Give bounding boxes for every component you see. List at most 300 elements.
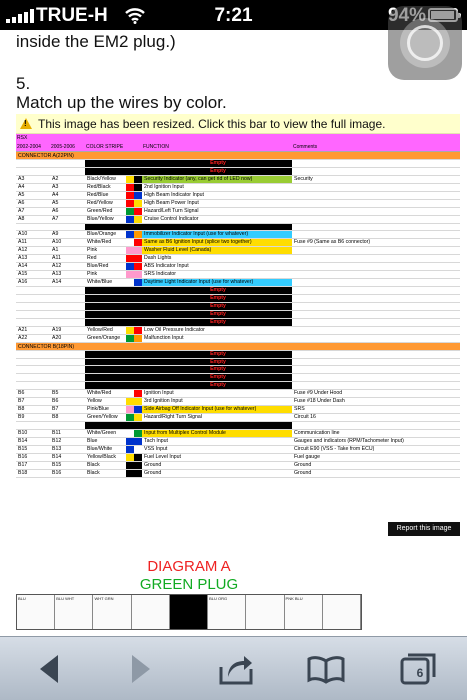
wire-function: Empty	[142, 382, 292, 389]
plug-pin: BLU	[17, 595, 55, 629]
wire-color-label	[85, 287, 126, 294]
table-row	[16, 311, 460, 319]
pin-2005-2006	[50, 366, 85, 373]
table-row	[16, 422, 460, 430]
wire-color-swatch-primary	[126, 374, 134, 381]
wire-comment: Ground	[294, 469, 312, 476]
table-top-label: RSX	[17, 135, 28, 141]
pin-2002-2004: A22	[18, 334, 28, 341]
wire-comment	[292, 168, 412, 175]
pin-2002-2004: A12	[18, 247, 28, 254]
wire-color-swatch-stripe	[134, 176, 142, 183]
wire-color-swatch-stripe	[134, 422, 142, 429]
table-row	[16, 414, 460, 422]
pin-2005-2006: B13	[52, 445, 62, 452]
wire-comment	[292, 271, 412, 278]
table-row	[16, 224, 460, 232]
wire-color-label: Green/Red	[87, 207, 113, 214]
pin-2005-2006: B11	[52, 429, 61, 436]
wire-color-swatch-stripe	[134, 224, 142, 231]
wire-function: High Beam Indicator Input	[144, 191, 204, 198]
pin-2005-2006: A19	[52, 326, 62, 333]
wiring-table-image[interactable]	[16, 134, 460, 478]
wire-color-label	[85, 295, 126, 302]
wire-color-swatch-primary	[126, 319, 134, 326]
wire-color-label	[85, 168, 126, 175]
pin-2005-2006	[50, 374, 85, 381]
table-row	[16, 406, 460, 414]
pin-2005-2006: A13	[52, 271, 62, 278]
wire-color-swatch-primary	[126, 239, 134, 246]
diagram-title: DIAGRAM A	[147, 558, 231, 575]
wire-color-swatch-stripe	[134, 216, 142, 223]
wire-color-swatch-primary	[126, 438, 134, 445]
wire-comment	[292, 231, 412, 238]
wire-comment	[292, 366, 412, 373]
wire-color-label	[85, 366, 126, 373]
wire-function: Empty	[142, 351, 292, 358]
table-row	[16, 176, 460, 184]
pin-2005-2006: A5	[52, 199, 59, 206]
wire-color-swatch-primary	[126, 470, 134, 477]
pin-2005-2006: B7	[52, 406, 59, 413]
report-image-button[interactable]: Report this image	[388, 522, 460, 536]
table-row	[16, 192, 460, 200]
pin-2002-2004: A8	[18, 215, 25, 222]
pin-2002-2004: A14	[18, 263, 28, 270]
wire-function: Ground	[144, 469, 162, 476]
wire-function: Fuel Level Input	[144, 453, 181, 460]
pin-2002-2004: A15	[18, 271, 28, 278]
pin-2002-2004: B14	[18, 437, 28, 444]
wire-color-label: Blue	[87, 437, 98, 444]
tabs-count: 6	[416, 666, 424, 680]
wire-function: Ground	[144, 461, 162, 468]
wire-function: Input from Multiplex Control Module	[142, 430, 292, 437]
wire-function	[142, 224, 292, 231]
wire-function: Empty	[142, 359, 292, 366]
wire-color-swatch-primary	[126, 184, 134, 191]
table-row	[16, 462, 460, 470]
pin-2005-2006: A4	[52, 191, 59, 198]
resize-notice-bar[interactable]	[16, 114, 460, 134]
wire-color-swatch-stripe	[134, 470, 142, 477]
pin-2002-2004: B16	[18, 453, 28, 460]
wire-function: Ignition Input	[144, 390, 174, 397]
header-function: FUNCTION	[143, 144, 169, 150]
wire-comment: Fuse #18 Under Dash	[294, 398, 345, 405]
wire-color-swatch-primary	[126, 295, 134, 302]
wire-color-swatch-primary	[126, 382, 134, 389]
header-color-stripe: COLOR STRIPE	[86, 144, 124, 150]
table-row	[16, 216, 460, 224]
plug-diagram	[16, 594, 362, 630]
pin-2002-2004: B7	[18, 398, 25, 405]
table-row	[16, 382, 460, 390]
plug-pin: BLU ORG	[208, 595, 246, 629]
pin-2005-2006: A14	[52, 279, 62, 286]
wire-color-swatch-stripe	[134, 390, 142, 397]
wire-function: High Beam Power Input	[144, 199, 199, 206]
table-row	[16, 200, 460, 208]
browser-toolbar	[0, 636, 467, 700]
wire-function: Hazard/Left Turn Signal	[144, 207, 199, 214]
wire-color-swatch-stripe	[134, 303, 142, 310]
wire-color-label: Red/Blue	[87, 191, 109, 198]
wire-color-label: Red/Yellow	[87, 199, 113, 206]
wire-comment	[292, 287, 412, 294]
wire-color-swatch-primary	[126, 176, 134, 183]
wire-function: Immobilizer Indicator Input (use for whatever)	[142, 231, 292, 238]
table-body	[16, 152, 460, 478]
wire-color-swatch-primary	[126, 406, 134, 413]
table-row	[16, 390, 460, 398]
wire-color-swatch-primary	[126, 279, 134, 286]
table-header-row	[16, 143, 460, 152]
wire-color-swatch-primary	[126, 311, 134, 318]
wire-comment: SRS	[294, 406, 305, 413]
back-arrow-icon[interactable]	[34, 647, 64, 691]
pin-2002-2004	[16, 303, 50, 310]
wire-comment	[292, 327, 412, 334]
wire-color-label	[85, 422, 126, 429]
pin-2002-2004: A13	[18, 255, 28, 262]
wire-color-label: Yellow/Black	[87, 453, 116, 460]
pin-2002-2004: B10	[18, 429, 28, 436]
wire-color-swatch-primary	[126, 216, 134, 223]
wire-color-swatch-stripe	[134, 438, 142, 445]
wire-function: Empty	[142, 295, 292, 302]
wire-function: SRS Indicator	[144, 271, 177, 278]
wire-color-swatch-stripe	[134, 200, 142, 207]
wire-color-swatch-stripe	[134, 430, 142, 437]
wire-color-swatch-stripe	[134, 319, 142, 326]
wire-color-swatch-primary	[126, 327, 134, 334]
wire-color-swatch-primary	[126, 335, 134, 342]
table-row	[16, 327, 460, 335]
pin-2005-2006: A1	[52, 247, 59, 254]
wire-comment	[292, 255, 412, 262]
pin-2005-2006	[50, 422, 85, 429]
table-row	[16, 374, 460, 382]
wire-color-label: Pink	[87, 271, 98, 278]
wire-color-swatch-stripe	[134, 208, 142, 215]
wire-comment	[292, 382, 412, 389]
pin-2002-2004	[16, 351, 50, 358]
wire-function: Empty	[142, 374, 292, 381]
table-row	[16, 279, 460, 287]
wire-color-label: White/Green	[87, 429, 117, 436]
diagram-image[interactable]	[16, 556, 362, 636]
wire-color-label: White/Blue	[87, 279, 113, 286]
table-row	[16, 398, 460, 406]
wire-comment	[292, 216, 412, 223]
wire-color-swatch-stripe	[134, 406, 142, 413]
table-row	[16, 160, 460, 168]
table-row	[16, 247, 460, 255]
wire-color-label: White/Red	[87, 239, 112, 246]
pin-2002-2004	[16, 382, 50, 389]
wire-color-swatch-stripe	[134, 454, 142, 461]
wire-comment	[292, 224, 412, 231]
pin-2005-2006: A3	[52, 183, 59, 190]
carrier-name: TRUE-H	[36, 5, 108, 26]
wire-color-swatch-primary	[126, 430, 134, 437]
pin-2005-2006: A10	[52, 239, 62, 246]
wire-color-label	[85, 224, 126, 231]
pin-2002-2004: B6	[18, 390, 25, 397]
wire-function	[142, 422, 292, 429]
wire-color-swatch-stripe	[134, 359, 142, 366]
wire-function: Empty	[142, 287, 292, 294]
wire-color-label	[85, 359, 126, 366]
pin-2005-2006	[50, 303, 85, 310]
wire-color-swatch-primary	[126, 303, 134, 310]
table-row	[16, 208, 460, 216]
diagram-subtitle: GREEN PLUG	[139, 576, 239, 593]
wire-color-swatch-stripe	[134, 287, 142, 294]
wire-function: Tach Input	[144, 437, 168, 444]
wire-color-swatch-stripe	[134, 263, 142, 270]
wire-color-swatch-primary	[126, 287, 134, 294]
wire-comment: Fuse #9 Under Hood	[294, 390, 343, 397]
wire-function: Malfunction Input	[144, 334, 184, 341]
wire-color-label	[85, 160, 126, 167]
plug-pin	[246, 595, 284, 629]
wire-color-swatch-stripe	[134, 192, 142, 199]
wire-function: 3rd Ignition Input	[144, 398, 183, 405]
wire-comment: Communication line	[294, 429, 340, 436]
share-icon[interactable]	[216, 647, 256, 691]
wire-color-swatch-stripe	[134, 255, 142, 262]
wire-color-swatch-primary	[126, 200, 134, 207]
pin-2005-2006	[50, 160, 85, 167]
wire-function: Same as B6 Ignition Input (splice two together)	[142, 239, 292, 246]
pin-2005-2006	[50, 359, 85, 366]
warning-icon: !	[20, 118, 32, 129]
wire-function: ABS Indicator Input	[144, 263, 189, 270]
wire-comment	[292, 208, 412, 215]
pin-2005-2006	[50, 319, 85, 326]
pin-2005-2006	[50, 287, 85, 294]
wire-color-label: White/Red	[87, 390, 112, 397]
table-row	[16, 168, 460, 176]
pin-2002-2004	[16, 224, 50, 231]
wire-comment	[292, 319, 412, 326]
pin-2005-2006: B8	[52, 414, 59, 421]
wire-color-label: Pink	[87, 247, 98, 254]
table-row	[16, 239, 460, 247]
wire-comment: Circuit 16	[294, 414, 316, 421]
pin-2005-2006: A7	[52, 215, 59, 222]
wire-color-label: Red	[87, 255, 97, 262]
table-row	[16, 446, 460, 454]
wire-function: Side Airbag Off Indicator Input (use for whatever)	[142, 406, 292, 413]
wire-color-swatch-stripe	[134, 271, 142, 278]
wire-color-label: Blue/Red	[87, 263, 109, 270]
wire-color-swatch-primary	[126, 462, 134, 469]
wire-color-swatch-primary	[126, 192, 134, 199]
wire-color-swatch-stripe	[134, 279, 142, 286]
table-row	[16, 271, 460, 279]
pin-2002-2004: A6	[18, 199, 25, 206]
wire-comment	[292, 335, 412, 342]
wire-function: Daytime Light Indicator Input (use for whatever)	[142, 279, 292, 286]
wire-comment	[292, 351, 412, 358]
wire-color-swatch-stripe	[134, 239, 142, 246]
table-row	[16, 438, 460, 446]
wire-function: Empty	[142, 319, 292, 326]
wire-comment	[292, 279, 412, 286]
clock: 7:21	[214, 5, 253, 26]
wire-color-swatch-stripe	[134, 446, 142, 453]
wire-comment	[292, 263, 412, 270]
wire-color-swatch-primary	[126, 247, 134, 254]
pin-2002-2004: A4	[18, 183, 25, 190]
pin-2005-2006: A9	[52, 231, 59, 238]
wire-function: Security Indicator (any, can get rid of LED now)	[142, 176, 292, 183]
table-row	[16, 255, 460, 263]
pin-2002-2004	[16, 168, 50, 175]
wire-color-swatch-primary	[126, 422, 134, 429]
wire-color-swatch-stripe	[134, 295, 142, 302]
step-instruction: Match up the wires by color.	[16, 93, 227, 112]
wire-function: Cruise Control Indicator	[144, 215, 199, 222]
table-row	[16, 335, 460, 343]
pin-2005-2006: B14	[52, 453, 62, 460]
pin-2002-2004	[16, 311, 50, 318]
pin-2002-2004: A16	[18, 279, 28, 286]
resize-notice-text: This image has been resized. Click this bar to view the full image.	[38, 116, 386, 131]
wire-color-label	[85, 374, 126, 381]
bookmarks-icon[interactable]	[306, 647, 346, 691]
pin-2002-2004: A3	[18, 175, 25, 182]
wire-function: Low Oil Pressure Indicator	[144, 326, 205, 333]
wire-color-swatch-primary	[126, 160, 134, 167]
wire-color-label: Pink/Blue	[87, 406, 109, 413]
table-row	[16, 287, 460, 295]
table-row	[16, 303, 460, 311]
pin-2002-2004	[16, 287, 50, 294]
wire-function: Empty	[142, 311, 292, 318]
pin-2002-2004	[16, 319, 50, 326]
wire-color-swatch-primary	[126, 231, 134, 238]
wire-comment: Gauges and indicators (RPM/Tachometer Input)	[294, 437, 404, 444]
wire-color-label: Blue/Yellow	[87, 215, 114, 222]
wire-color-swatch-stripe	[134, 184, 142, 191]
pin-2002-2004: A5	[18, 191, 25, 198]
wire-comment	[292, 192, 412, 199]
wire-color-label: Black	[87, 461, 100, 468]
wire-comment	[292, 311, 412, 318]
pin-2002-2004: A21	[18, 326, 28, 333]
wire-color-swatch-stripe	[134, 231, 142, 238]
table-row	[16, 359, 460, 367]
wire-color-label: Black	[87, 469, 100, 476]
step-number: 5.	[16, 74, 31, 93]
pin-2005-2006: B16	[52, 469, 62, 476]
table-row	[16, 184, 460, 192]
wire-color-swatch-primary	[126, 351, 134, 358]
wire-color-label: Green/Orange	[87, 334, 121, 341]
wire-color-swatch-stripe	[134, 311, 142, 318]
wire-color-label	[85, 311, 126, 318]
plug-pin: BLU WHT	[55, 595, 93, 629]
table-row	[16, 430, 460, 438]
pin-2002-2004: A7	[18, 207, 25, 214]
pin-2002-2004	[16, 366, 50, 373]
wire-color-swatch-primary	[126, 263, 134, 270]
wire-comment: Fuel gauge	[294, 453, 320, 460]
pin-2005-2006: A6	[52, 207, 59, 214]
pin-2005-2006: B6	[52, 398, 59, 405]
wire-function: Empty	[142, 366, 292, 373]
wire-comment	[292, 247, 412, 254]
pin-2002-2004: B15	[18, 445, 28, 452]
wire-function: Empty	[142, 168, 292, 175]
wire-color-label	[85, 382, 126, 389]
pin-2002-2004	[16, 295, 50, 302]
wire-color-label: Green/Yellow	[87, 414, 118, 421]
wire-function: Empty	[142, 160, 292, 167]
plug-pin	[132, 595, 170, 629]
wire-color-swatch-stripe	[134, 374, 142, 381]
wire-color-label: Red/Black	[87, 183, 111, 190]
wire-color-swatch-stripe	[134, 335, 142, 342]
pin-2005-2006: B15	[52, 461, 62, 468]
wire-color-swatch-primary	[126, 271, 134, 278]
plug-pin	[323, 595, 361, 629]
wire-color-swatch-primary	[126, 390, 134, 397]
header-year-2: 2005-2006	[51, 144, 75, 150]
assistive-touch-button[interactable]	[388, 6, 462, 80]
wire-color-swatch-primary	[126, 168, 134, 175]
pin-2005-2006: B5	[52, 390, 59, 397]
wire-color-swatch-stripe	[134, 382, 142, 389]
pin-2005-2006	[50, 311, 85, 318]
table-row	[16, 231, 460, 239]
connector-section-label: CONNECTOR B(18PIN)	[16, 343, 460, 351]
pin-2005-2006	[50, 168, 85, 175]
pin-2005-2006: A2	[52, 175, 59, 182]
wire-color-label	[85, 351, 126, 358]
wire-color-label: Blue/Orange	[87, 231, 117, 238]
pin-2002-2004: A11	[18, 239, 27, 246]
forward-arrow-icon[interactable]	[126, 647, 156, 691]
pin-2002-2004	[16, 422, 50, 429]
wire-function: Dash Lights	[144, 255, 172, 262]
wire-color-swatch-stripe	[134, 366, 142, 373]
pin-2005-2006: A20	[52, 334, 62, 341]
wire-comment	[292, 184, 412, 191]
pin-2002-2004	[16, 160, 50, 167]
wire-color-swatch-primary	[126, 446, 134, 453]
table-row	[16, 319, 460, 327]
wire-comment	[292, 200, 412, 207]
wire-color-swatch-stripe	[134, 414, 142, 421]
table-row	[16, 366, 460, 374]
wire-function: VSS Input	[144, 445, 168, 452]
pin-2002-2004: B8	[18, 406, 25, 413]
header-year-1: 2002-2004	[17, 144, 41, 150]
pin-2002-2004: B18	[18, 469, 28, 476]
wire-comment	[292, 303, 412, 310]
wire-function: Washer Fluid Level (Canada)	[142, 247, 292, 254]
table-row	[16, 454, 460, 462]
wire-color-swatch-primary	[126, 414, 134, 421]
pin-2002-2004: A10	[18, 231, 28, 238]
pin-2005-2006: A12	[52, 263, 62, 270]
